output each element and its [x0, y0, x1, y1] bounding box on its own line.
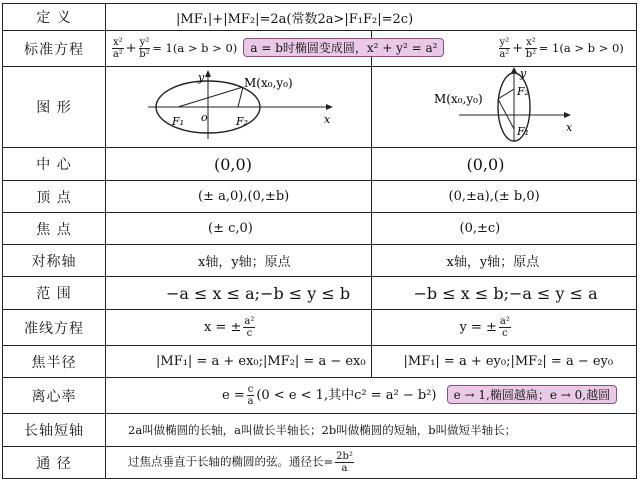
- center-vertical: (0,0): [371, 148, 637, 181]
- axes-text: 2a叫做椭圆的长轴，a叫做长半轴长；2b叫做椭圆的短轴，b叫做短半轴长；: [106, 414, 637, 447]
- foci-horizontal: (± c,0): [106, 213, 372, 245]
- latus-rectum-text: 过焦点垂直于长轴的椭圆的弦。通径长= $\frac{\text{2b²}}{a}$: [106, 447, 637, 479]
- horizontal-ellipse-diagram: [138, 69, 338, 141]
- ellipse-properties-table: [2, 3, 637, 479]
- vertices-horizontal: (± a,0),(0,±b): [106, 181, 372, 213]
- row-label: 焦 点: [3, 213, 106, 245]
- svg-text:F₂: F₂: [516, 85, 529, 98]
- row-definition: [3, 4, 637, 31]
- circle-note-badge: a = b时椭圆变成圆，x² + y² = a²: [243, 38, 444, 57]
- row-standard-equation: [3, 31, 637, 67]
- directrix-vertical: y = ± $\frac{\text{a²}}{c}$: [371, 310, 637, 346]
- row-label: 图 形: [3, 67, 106, 148]
- row-label: 准线方程: [3, 310, 106, 346]
- row-symmetry-axis: [3, 245, 637, 277]
- svg-text:M(x₀,y₀): M(x₀,y₀): [244, 76, 293, 90]
- svg-text:o: o: [201, 111, 208, 124]
- svg-text:x: x: [565, 121, 572, 134]
- row-vertices: [3, 181, 637, 213]
- row-label: 定 义: [3, 4, 106, 31]
- fraction: $\frac{\text{a²}}{c}$: [499, 316, 510, 339]
- svg-text:F₂: F₂: [236, 115, 249, 128]
- row-major-minor-axes: [3, 414, 637, 447]
- fraction: $\frac{\text{y²}}{\text{b²}}$: [139, 37, 150, 60]
- row-eccentricity: [3, 378, 637, 414]
- svg-text:x: x: [324, 113, 331, 126]
- vertices-vertical: (0,±a),(± b,0): [371, 181, 637, 213]
- row-label: 离心率: [3, 378, 106, 414]
- fraction: $\frac{\text{x²}}{\text{b²}}$: [525, 37, 537, 60]
- row-latus-rectum: [3, 447, 637, 479]
- row-range: [3, 277, 637, 310]
- row-label: 对称轴: [3, 245, 106, 277]
- range-vertical: −b ≤ x ≤ b;−a ≤ y ≤ a: [371, 277, 637, 310]
- fraction: $\frac{\text{2b²}}{a}$: [336, 451, 353, 474]
- svg-text:y: y: [198, 71, 205, 84]
- definition-text: |MF₁|+|MF₂|=2a(常数2a>|F₁F₂|=2c): [106, 4, 637, 31]
- row-label: 焦半径: [3, 346, 106, 378]
- row-label: 通 径: [3, 447, 106, 479]
- vertical-ellipse-diagram: [404, 67, 604, 143]
- focal-radius-horizontal: |MF₁| = a + ex₀;|MF₂| = a − ex₀: [106, 346, 372, 378]
- center-horizontal: (0,0): [106, 148, 372, 181]
- eccentricity-text: e = $\frac{c}{a}$ (0 < e < 1,其中c² = a² − b²) e → 1,椭圆越扁；e → 0,越圆: [106, 378, 637, 414]
- svg-text:M(x₀,y₀): M(x₀,y₀): [433, 92, 483, 106]
- fraction: $\frac{\text{a²}}{c}$: [244, 316, 255, 339]
- row-directrix: [3, 310, 637, 346]
- row-label: 顶 点: [3, 181, 106, 213]
- symmetry-vertical: x轴，y轴；原点: [371, 245, 637, 277]
- row-focal-radius: [3, 346, 637, 378]
- row-label: 中 心: [3, 148, 106, 181]
- focal-radius-vertical: |MF₁| = a + ey₀;|MF₂| = a − ey₀: [371, 346, 637, 378]
- svg-text:F₁: F₁: [516, 125, 529, 138]
- fraction: $\frac{\text{y²}}{\text{a²}}$: [499, 37, 510, 60]
- row-label: 范 围: [3, 277, 106, 310]
- equation-vertical: $\frac{\text{y²}}{\text{a²}}$ + $\frac{\text{x²}}{\text{b²}}$ = 1(a > b > 0): [371, 31, 637, 67]
- svg-text:F₁: F₁: [172, 115, 185, 128]
- fraction: $\frac{c}{a}$: [247, 384, 254, 407]
- range-horizontal: −a ≤ x ≤ a;−b ≤ y ≤ b: [106, 277, 372, 310]
- row-figure: [3, 67, 637, 148]
- eccentricity-note-badge: e → 1,椭圆越扁；e → 0,越圆: [447, 385, 617, 404]
- symmetry-horizontal: x轴，y轴；原点: [106, 245, 372, 277]
- figure-horizontal-ellipse: [106, 67, 372, 148]
- foci-vertical: (0,±c): [371, 213, 637, 245]
- equation-horizontal: $\frac{\text{x²}}{\text{a²}}$ + $\frac{\text{y²}}{\text{b²}}$ = 1(a > b > 0) a = b时椭圆变成圆，x² + y² = a²: [106, 31, 372, 67]
- row-foci: [3, 213, 637, 245]
- row-center: [3, 148, 637, 181]
- directrix-horizontal: x = ± $\frac{\text{a²}}{c}$: [106, 310, 372, 346]
- figure-vertical-ellipse: [371, 67, 637, 148]
- row-label: 标准方程: [3, 31, 106, 67]
- row-label: 长轴短轴: [3, 414, 106, 447]
- svg-text:y: y: [519, 67, 526, 80]
- fraction: $\frac{\text{x²}}{\text{a²}}$: [112, 37, 123, 60]
